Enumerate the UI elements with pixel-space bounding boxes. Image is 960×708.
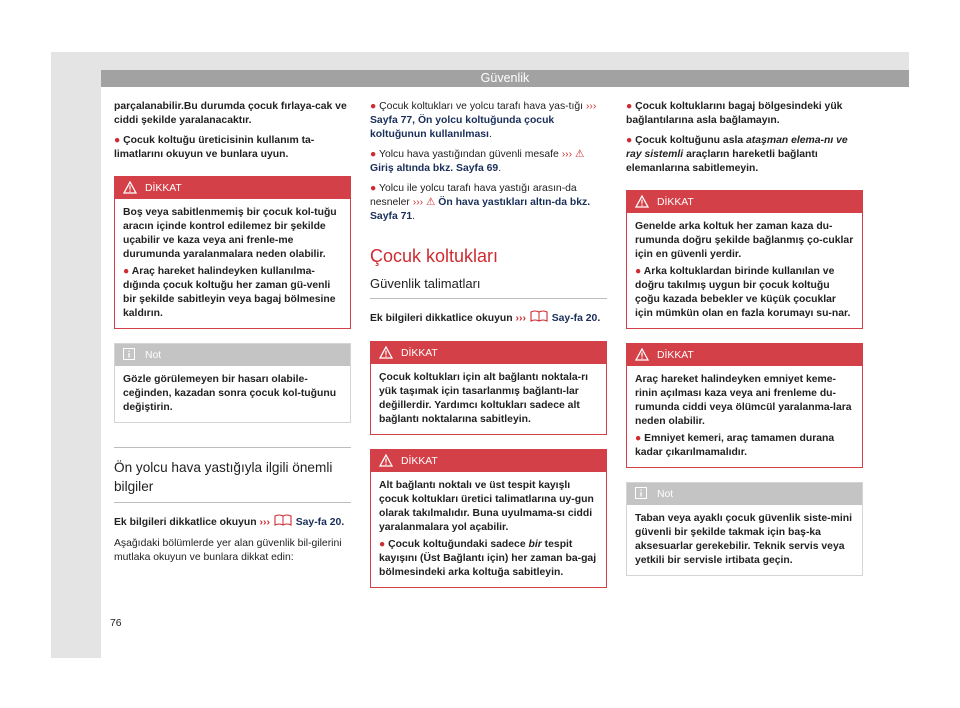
warning-text: Boş veya sabitlenmemiş bir çocuk kol-tuğu aracın içinde kontrol edilemez bir şekilde uçabilir ve kaza veya ani frenle-me durumunda yaralanmalara neden olabilir.: [123, 207, 337, 260]
page-link[interactable]: Say-fa 20: [295, 516, 342, 528]
warning-header: [371, 342, 606, 364]
ref-bullet-2: [370, 148, 607, 176]
warning-title: DİKKAT: [657, 349, 694, 361]
warning-header: [627, 344, 862, 366]
warning-triangle-icon: [379, 454, 395, 468]
warning-bullet: [379, 538, 598, 580]
read-end: .: [597, 312, 601, 324]
read-prefix: Ek bilgileri dikkatlice okuyun: [114, 516, 257, 528]
note-header: [115, 344, 350, 366]
page-link[interactable]: Giriş altında bkz. Sayfa 69: [370, 163, 499, 174]
warning-bullet-text: Çocuk koltuğundaki sadece: [388, 539, 526, 550]
warning-text: Genelde arka koltuk her zaman kaza du-rumunda doğru şekilde bağlanmış ço-cuklar için en güvenli yerdir.: [635, 221, 854, 260]
arrow-icon: ›››: [412, 197, 424, 208]
bullet-icon: ●: [379, 539, 386, 550]
warning-triangle-icon: [379, 346, 395, 360]
warning-box: [114, 176, 351, 329]
arrow-icon: ›››: [585, 101, 597, 112]
warning-bullet: [635, 265, 854, 321]
warning-title: DİKKAT: [401, 455, 438, 467]
section-divider: [114, 447, 351, 503]
page-link[interactable]: Ön hava yastıkları altın-da bkz. Sayfa 71: [370, 197, 591, 222]
warning-header: [371, 450, 606, 472]
arrow-icon: ›››: [515, 312, 526, 324]
column-2: [370, 100, 607, 602]
warning-bullet-italic: bir: [528, 539, 542, 550]
warning-title: DİKKAT: [145, 182, 182, 194]
warning-triangle-icon: [123, 181, 139, 195]
bullet-icon: ●: [370, 183, 377, 194]
ref-end: .: [498, 163, 502, 174]
bullet-icon: ●: [635, 433, 642, 444]
book-icon: [273, 513, 293, 531]
page-link[interactable]: Say-fa 20: [551, 312, 598, 324]
intro-text: parçalanabilir.Bu durumda çocuk fırlaya-cak ve ciddi şekilde yaralanacaktır.: [114, 101, 347, 126]
info-icon: [123, 348, 139, 362]
warning-bullet-text: Araç hareket halindeyken kullanılma-dığında çocuk koltuğu her zaman gü-venli bir şekilde sabitleyin veya bagaj bölmesine kaldırın.: [123, 266, 336, 319]
column-1: [114, 100, 351, 571]
read-end: .: [341, 516, 345, 528]
rule-bullet-2: [626, 134, 863, 176]
bullet-icon: ●: [370, 101, 377, 112]
note-box: [114, 343, 351, 423]
bullet-icon: ●: [370, 149, 377, 160]
warning-triangle-icon: ⚠: [575, 149, 585, 160]
ref-bullet-1: [370, 100, 607, 142]
bullet-icon: ●: [626, 101, 633, 112]
chapter-heading: Çocuk koltukları: [370, 246, 499, 266]
read-reference: [114, 513, 351, 531]
warning-bullet-text: Emniyet kemeri, araç tamamen durana kadar çıkarılmamalıdır.: [635, 433, 835, 458]
page-header: [101, 70, 909, 87]
rule-italic: ataşman elema-nı ve ray sistemli: [626, 135, 848, 160]
body-text: Aşağıdaki bölümlerde yer alan güvenlik bil-gilerini mutlaka okuyun ve bunlara dikkat edin:: [114, 538, 342, 563]
warning-triangle-icon: [635, 348, 651, 362]
ref-end: .: [412, 211, 416, 222]
warning-bullet-text: tespit kayışını (Üst Bağlantı için) her zaman ba-gaj bölmesindeki arka koltuğa sabitleyin.: [379, 539, 597, 578]
ref-text: Yolcu hava yastığından güvenli mesafe: [378, 149, 559, 160]
warning-bullet: [123, 265, 342, 321]
info-icon: [635, 487, 651, 501]
warning-triangle-icon: [635, 195, 651, 209]
bullet-icon: ●: [626, 135, 633, 146]
bullet-icon: ●: [123, 266, 130, 277]
read-reference: [370, 309, 607, 327]
book-icon: [529, 309, 549, 327]
warning-title: DİKKAT: [657, 196, 694, 208]
bullet-icon: ●: [114, 135, 121, 146]
arrow-icon: ›››: [259, 516, 270, 528]
warning-box: [626, 343, 863, 468]
warning-text: Çocuk koltukları için alt bağlantı noktala-rı yük taşımak için tasarlanmış bağlantı-lar değillerdir. Yardımcı koltukları sadece alt bağlantı noktalarına sabitleyin.: [379, 372, 589, 425]
page-background: [51, 52, 909, 658]
rule-text: Çocuk koltuğunu asla: [635, 135, 744, 146]
ref-bullet-3: [370, 182, 607, 224]
warning-title: DİKKAT: [401, 347, 438, 359]
warning-box: [370, 449, 607, 588]
page-link[interactable]: Sayfa 77, Ön yolcu koltuğunda çocuk koltuğunun kullanılması: [370, 115, 555, 140]
column-3: [626, 100, 863, 590]
warning-box: [370, 341, 607, 435]
page-number: 76: [110, 618, 122, 629]
warning-box: [626, 190, 863, 329]
warning-bullet-text: Arka koltuklardan birinde kullanılan ve doğru takılmış uygun bir çocuk koltuğu çoğu kazada bebekler ve küçük çocuklar için mümkün olan en fazla korumayı su-nar.: [635, 266, 851, 319]
note-title: Not: [145, 349, 162, 361]
warning-text: Alt bağlantı noktalı ve üst tespit kayışlı çocuk koltukları üretici talimatlarına uy-gun olarak takılmalıdır. Buna uyulmama-sı ciddi yaralanmalara yol açabilir.: [379, 480, 594, 533]
arrow-icon: ›››: [561, 149, 573, 160]
note-header: [627, 483, 862, 505]
intro-bullet-text: Çocuk koltuğu üreticisinin kullanım ta-limatlarını okuyun ve bunlara uyun.: [114, 135, 315, 160]
note-title: Not: [657, 488, 674, 500]
section-title: Ön yolcu hava yastığıyla ilgili önemli bilgiler: [114, 458, 351, 503]
manual-page: [101, 70, 909, 658]
header-title: Güvenlik: [480, 71, 530, 85]
warning-header: [115, 177, 350, 199]
warning-text: Araç hareket halindeyken emniyet keme-rinin açılması kaza veya ani frenleme du-rumunda ciddi veya ölümcül yaralanma-lara neden olabilir.: [635, 374, 852, 427]
section-subheading: Güvenlik talimatları: [370, 275, 607, 299]
note-text: Taban veya ayaklı çocuk güvenlik siste-mini güvenli bir şekilde takmak için baş-ka aksesuarlar gerekebilir. Teknik servis veya yetkili bir servisle irtibata geçin.: [635, 513, 852, 566]
ref-text: Yolcu ile yolcu tarafı hava yastığı arasın-da nesneler: [370, 183, 577, 208]
rule-text: Çocuk koltuklarını bagaj bölgesindeki yük bağlantılarına asla bağlamayın.: [626, 101, 843, 126]
bullet-icon: ●: [635, 266, 642, 277]
rule-text: araçların hareketli bağlantı elemanlarına sabitlemeyin.: [626, 149, 818, 174]
ref-text: Çocuk koltukları ve yolcu tarafı hava yas-tığı: [379, 101, 584, 112]
read-prefix: Ek bilgileri dikkatlice okuyun: [370, 312, 513, 324]
note-box: [626, 482, 863, 576]
intro-bullet: [114, 134, 351, 162]
warning-triangle-icon: ⚠: [426, 197, 436, 208]
warning-header: [627, 191, 862, 213]
rule-bullet-1: [626, 100, 863, 128]
warning-bullet: [635, 432, 854, 460]
ref-end: .: [488, 129, 492, 140]
note-text: Gözle görülemeyen bir hasarı olabile-ceğinden, kazadan sonra çocuk kol-tuğunu değiştirin.: [123, 374, 337, 413]
